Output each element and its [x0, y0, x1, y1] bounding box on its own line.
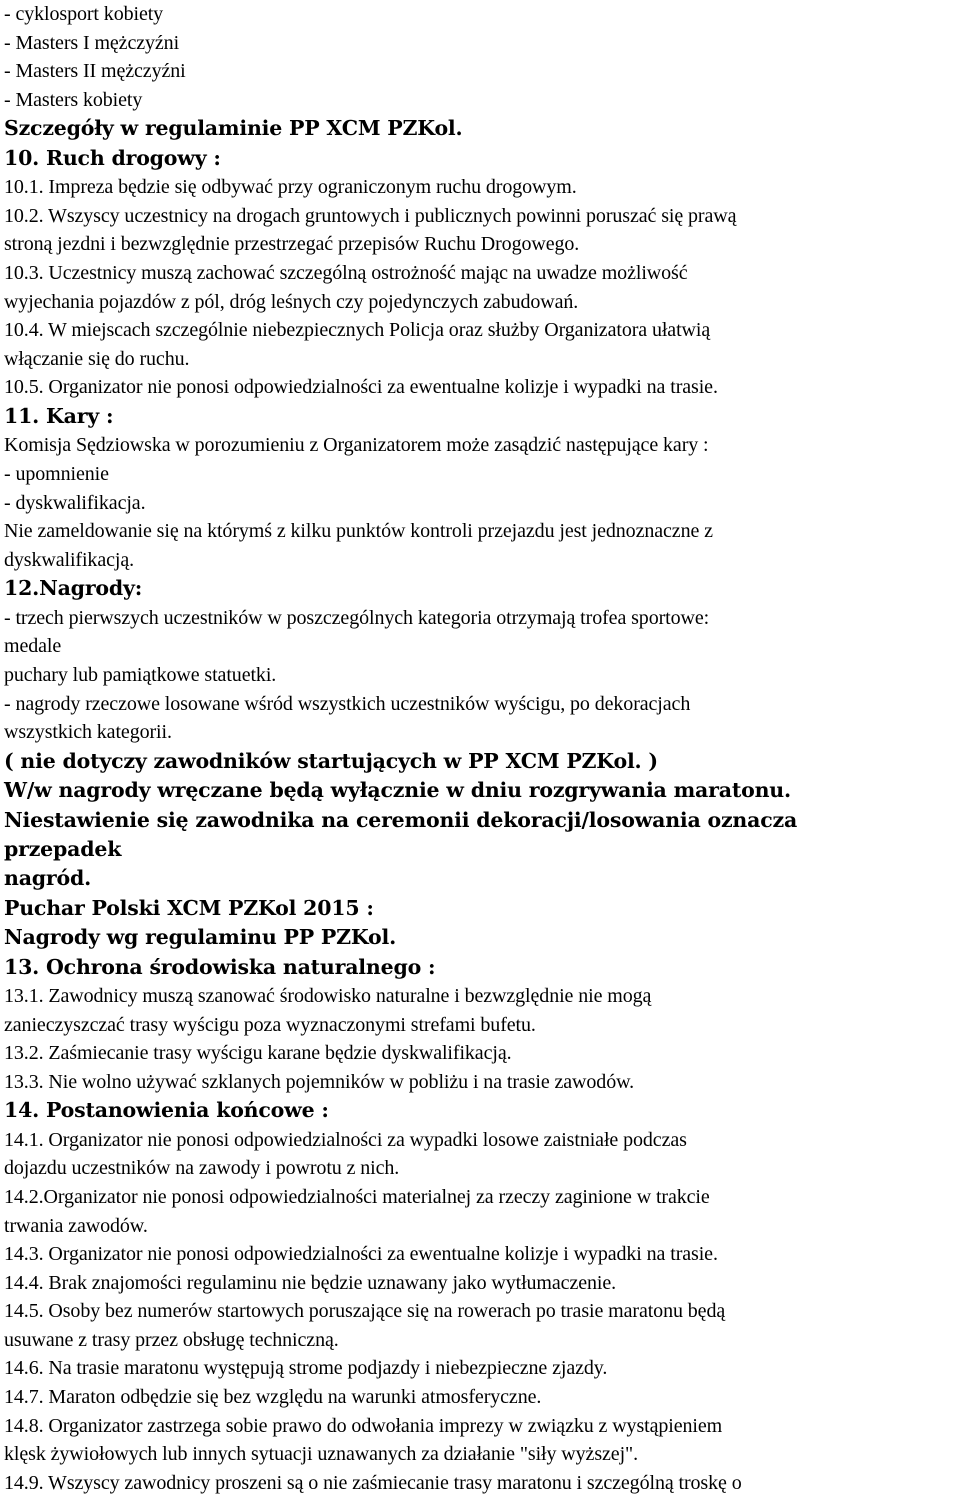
section-heading: W/w nagrody wręczane będą wyłącznie w dniu rozgrywania maratonu.: [4, 778, 791, 803]
text-line: zanieczyszczać trasy wyścigu poza wyznaczonymi strefami bufetu.: [4, 1013, 536, 1036]
text-line: 14.8. Organizator zastrzega sobie prawo do odwołania imprezy w związku z wystąpieniem: [4, 1414, 723, 1437]
text-line: - nagrody rzeczowe losowane wśród wszystkich uczestników wyścigu, po dekoracjach: [4, 692, 691, 715]
text-line: 10.2. Wszyscy uczestnicy na drogach gruntowych i publicznych powinni poruszać się prawą: [4, 204, 737, 227]
section-heading: nagród.: [4, 866, 92, 891]
text-line: 14.1. Organizator nie ponosi odpowiedzialności za wypadki losowe zaistniałe podczas: [4, 1128, 687, 1151]
text-line: 13.3. Nie wolno używać szklanych pojemników w pobliżu i na trasie zawodów.: [4, 1070, 635, 1093]
text-line: 14.6. Na trasie maratonu występują strome podjazdy i niebezpieczne zjazdy.: [4, 1357, 608, 1380]
text-line: puchary lub pamiątkowe statuetki.: [4, 663, 277, 686]
text-line: dojazdu uczestników na zawody i powrotu z nich.: [4, 1157, 400, 1180]
section-heading: Niestawienie się zawodnika na ceremonii dekoracji/losowania oznacza: [4, 807, 798, 832]
text-line: 10.1. Impreza będzie się odbywać przy ograniczonym ruchu drogowym.: [4, 176, 577, 199]
text-line: 14.3. Organizator nie ponosi odpowiedzialności za ewentualne kolizje i wypadki na trasie.: [4, 1243, 718, 1266]
text-line: Komisja Sędziowska w porozumieniu z Organizatorem może zasądzić następujące kary :: [4, 434, 709, 457]
section-heading: 12.Nagrody:: [4, 576, 143, 601]
section-heading: Puchar Polski XCM PZKol 2015 :: [4, 895, 374, 920]
text-line: 14.4. Brak znajomości regulaminu nie będzie uznawany jako wytłumaczenie.: [4, 1271, 617, 1294]
section-heading: przepadek: [4, 836, 122, 861]
text-line: 10.4. W miejscach szczególnie niebezpiecznych Policja oraz służby Organizatora ułatwią: [4, 319, 711, 342]
text-line: wszystkich kategorii.: [4, 721, 172, 744]
text-line: - Masters kobiety: [4, 88, 143, 111]
text-line: - cyklosport kobiety: [4, 3, 164, 25]
text-line: - Masters I mężczyźni: [4, 31, 180, 54]
text-line: 10.3. Uczestnicy muszą zachować szczególną ostrożność mając na uwadze możliwość: [4, 261, 688, 284]
text-line: Nie zameldowanie się na którymś z kilku punktów kontroli przejazdu jest jednoznaczne z: [4, 520, 713, 543]
section-heading: ( nie dotyczy zawodników startujących w PP XCM PZKol. ): [4, 748, 658, 773]
section-heading: Szczegóły w regulaminie PP XCM PZKol.: [4, 116, 463, 141]
text-line: - Masters II mężczyźni: [4, 60, 186, 83]
text-line: trwania zawodów.: [4, 1214, 148, 1237]
text-line: 14.2.Organizator nie ponosi odpowiedzialności materialnej za rzeczy zaginione w trakcie: [4, 1185, 710, 1208]
text-line: - upomnienie: [4, 462, 109, 485]
text-line: 14.7. Maraton odbędzie się bez względu na warunki atmosferyczne.: [4, 1386, 542, 1409]
section-heading: 10. Ruch drogowy :: [4, 145, 221, 170]
text-line: wyjechania pojazdów z pól, dróg leśnych czy pojedynczych zabudowań.: [4, 290, 579, 313]
text-line: - dyskwalifikacja.: [4, 491, 146, 514]
text-line: 14.5. Osoby bez numerów startowych poruszające się na rowerach po trasie maratonu będą: [4, 1300, 726, 1323]
text-line: 10.5. Organizator nie ponosi odpowiedzialności za ewentualne kolizje i wypadki na trasie.: [4, 376, 718, 399]
text-line: włączanie się do ruchu.: [4, 347, 190, 370]
section-heading: 11. Kary :: [4, 403, 114, 428]
text-line: usuwane z trasy przez obsługę techniczną.: [4, 1328, 339, 1351]
text-line: stroną jezdni i bezwzględnie przestrzegać przepisów Ruchu Drogowego.: [4, 233, 580, 256]
section-heading: 14. Postanowienia końcowe :: [4, 1098, 329, 1123]
section-heading: 13. Ochrona środowiska naturalnego :: [4, 954, 436, 979]
text-line: medale: [4, 635, 62, 658]
text-line: 14.9. Wszyscy zawodnicy proszeni są o nie zaśmiecanie trasy maratonu i szczególną troskę o: [4, 1471, 742, 1494]
section-heading: Nagrody wg regulaminu PP PZKol.: [4, 925, 397, 950]
text-line: klęsk żywiołowych lub innych sytuacji uznawanych za działanie "siły wyższej".: [4, 1443, 638, 1466]
text-line: 13.2. Zaśmiecanie trasy wyścigu karane będzie dyskwalifikacją.: [4, 1042, 512, 1065]
text-line: - trzech pierwszych uczestników w poszczególnych kategoria otrzymają trofea sportowe:: [4, 606, 710, 629]
text-line: dyskwalifikacją.: [4, 548, 135, 571]
text-line: 13.1. Zawodnicy muszą szanować środowisko naturalne i bezwzględnie nie mogą: [4, 984, 652, 1007]
